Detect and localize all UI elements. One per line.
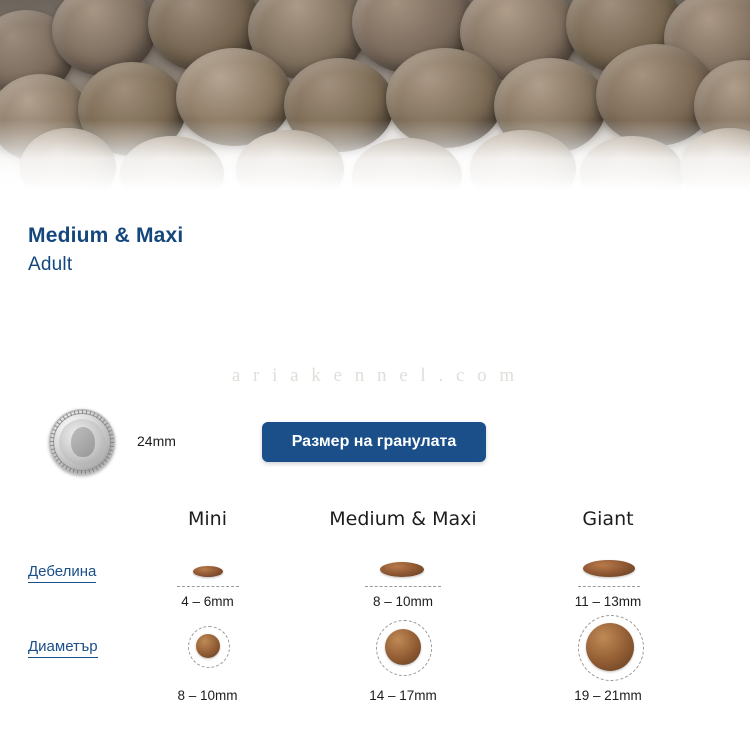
coin-tick [52, 429, 56, 431]
kibble-diameter-medium-maxi [385, 629, 421, 665]
coin-tick [50, 437, 54, 439]
coin-tick [51, 433, 55, 435]
coin-tick [95, 466, 98, 470]
row-label-thickness: Дебелина [28, 563, 96, 583]
coin-tick [109, 434, 113, 436]
kibble-photo [0, 0, 750, 190]
measure-guide-line [365, 586, 441, 587]
coin-tick [101, 462, 105, 466]
product-title-block [28, 224, 183, 276]
photo-fade-overlay [0, 120, 750, 190]
coin-tick [92, 468, 94, 472]
column-header-medium-maxi: Medium & Maxi [329, 508, 477, 530]
coin-tick [50, 441, 54, 442]
coin-tick [73, 469, 75, 473]
kibble-diameter-mini [196, 634, 220, 658]
coin-tick [107, 453, 111, 455]
coin-icon [49, 409, 115, 475]
page-subtitle: Adult [28, 254, 73, 275]
coin-tick [82, 410, 83, 414]
coin-tick [108, 430, 112, 432]
watermark-text: a r i a k e n n e l . c o m [231, 365, 519, 386]
value-diameter-giant: 19 – 21mm [574, 688, 642, 703]
coin-size-label: 24mm [137, 433, 176, 449]
kibble-thickness-medium-maxi [380, 562, 424, 577]
value-thickness-giant: 11 – 13mm [574, 594, 642, 609]
measure-guide-line [578, 586, 640, 587]
coin-tick [78, 410, 80, 414]
kibble-thickness-mini [193, 566, 223, 577]
value-diameter-medium-maxi: 14 – 17mm [369, 688, 437, 703]
kibble-size-badge: Размер на гранулата [262, 422, 486, 462]
coin-portrait [71, 427, 95, 457]
kibble-thickness-giant [583, 560, 635, 577]
column-header-mini: Mini [188, 508, 227, 530]
kibble-diameter-giant [586, 623, 634, 671]
coin-tick [106, 426, 110, 429]
coin-tick [74, 411, 76, 415]
value-thickness-medium-maxi: 8 – 10mm [372, 594, 434, 609]
coin-tick [77, 470, 79, 474]
coin-tick [65, 466, 68, 470]
row-label-diameter: Диаметър [28, 638, 98, 658]
coin-tick [104, 459, 108, 462]
coin-tick [70, 412, 72, 416]
coin-tick [69, 467, 71, 471]
value-thickness-mini: 4 – 6mm [181, 594, 234, 609]
coin-tick [106, 456, 110, 459]
coin-tick [110, 442, 114, 443]
value-diameter-mini: 8 – 10mm [177, 688, 238, 703]
page-title: Medium & Maxi [28, 224, 184, 247]
coin-tick [98, 464, 101, 468]
measure-guide-line [177, 586, 239, 587]
column-header-giant: Giant [582, 508, 634, 530]
coin-tick [110, 438, 114, 440]
coin-tick [81, 470, 82, 474]
